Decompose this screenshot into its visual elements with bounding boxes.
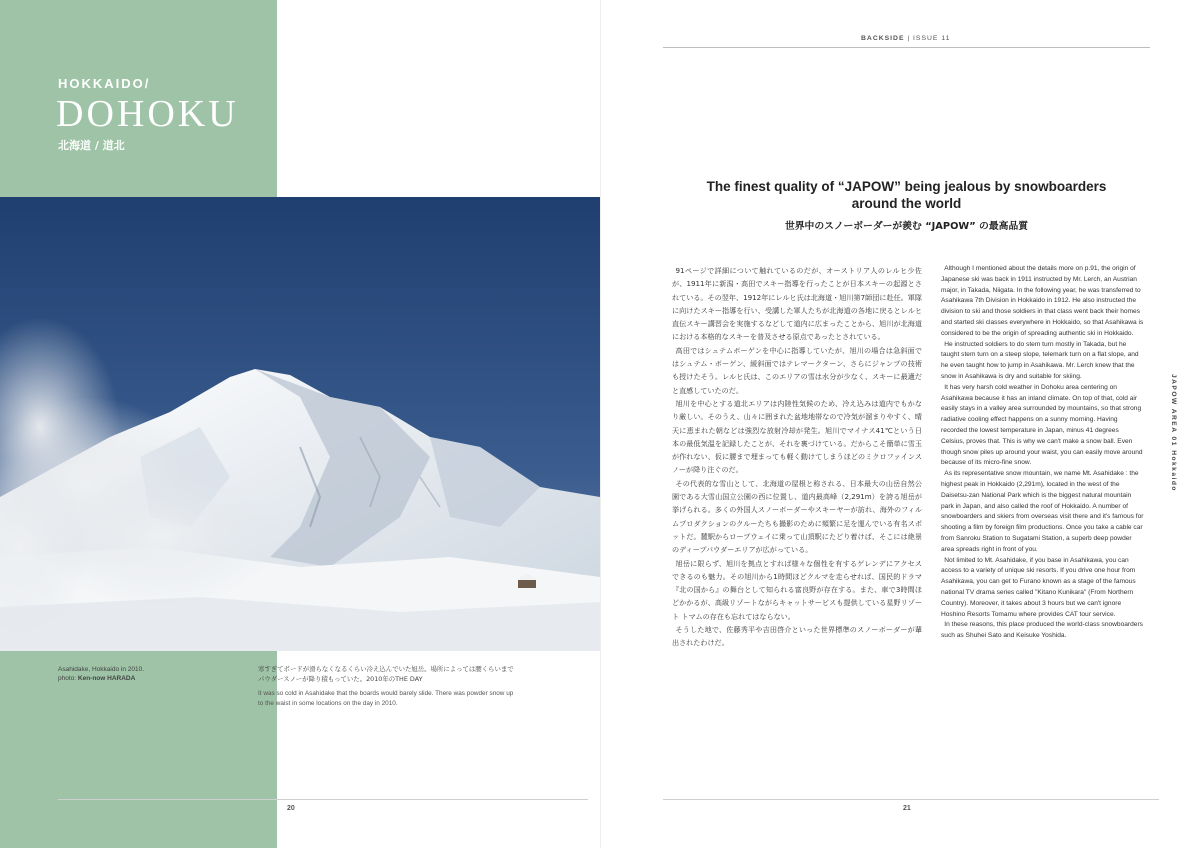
footer-rule-right: [663, 799, 1159, 800]
page-number-left: 20: [287, 805, 295, 812]
vertical-section-label-text: JAPOW AREA 01 Hokkaido: [1170, 374, 1177, 492]
paragraph-jp: そうした地で、佐藤秀平や吉田啓介といった世界標準のスノーボーダーが輩出されたわけだ。: [672, 625, 922, 648]
body-column-english: [941, 264, 1144, 642]
header-rule: [663, 47, 1150, 48]
paragraph-en: In these reasons, this place produced the world-class snowboarders such as Shuhei Sato and Keisuke Yoshida.: [941, 621, 1143, 640]
header-brand: BACKSIDE: [861, 35, 905, 42]
running-header: [861, 35, 950, 42]
page-gutter: [600, 0, 601, 848]
region-title: DOHOKU: [56, 93, 239, 135]
paragraph-en: Not limited to Mt. Asahidake, if you base in Asahikawa, you can access to a variety of unique ski resorts. If you drive one hour from Asahikawa, you can get to Furano known as a stage of the famous national TV drama series called "Kitano Kunikara" (From Northern Country). Moreover, it takes about 3 hours but we can't ignore Hoshino Resorts Tomamu where provides CAT tour service.: [941, 556, 1136, 618]
photo-caption-location: Asahidake, Hokkaido in 2010.: [58, 666, 145, 673]
paragraph-jp: 旭岳に限らず、旭川を拠点とすれば様々な個性を有するゲレンデにアクセスできるのも魅力。その旭川から1時間ほどクルマを走らせれば、国民的ドラマ『北の国から』の舞台として知られる富良野が存在する。また、車で3時間ほどかかるが、高級リゾートながらキャットサービスも提供している星野リゾート トマムの存在も忘れてはならない。: [672, 558, 922, 621]
page-number-right: 21: [903, 805, 911, 812]
paragraph-jp: 高田ではシュテムボーゲンを中心に指導していたが、旭川の場合は急斜面ではシュテム・ボーゲン、緩斜面ではテレマークターン、さらにジャンプの技術も授けたそう。レルヒ氏は、このエリアの雪は水分が少なく、スキーに最適だと直感していたのだ。: [672, 345, 922, 395]
paragraph-jp: 91ページで詳細について触れているのだが、オーストリア人のレルヒ少佐が、1911年に新潟・高田でスキー指導を行ったことが日本スキーの起源とされている。その翌年、1912年にレルヒ氏は北海道・旭川第7師団に赴任。軍隊に向けたスキー指導を行い、受講した軍人たちが北海道の各地に戻るとレルヒ直伝スキー講習会を実施するなどして道内に広まったことから、旭川が北海道における本格的なスキーを普及させる原点であったとされている。: [672, 266, 922, 342]
paragraph-jp: 旭川を中心とする道北エリアは内陸性気候のため、冷え込みは道内でもかなり厳しい。そのうえ、山々に囲まれた盆地地帯なので冷気が溜まりやすく、晴天に恵まれた朝などは強烈な放射冷却が発生。旭川でマイナス41℃という日本の最低気温を記録したことが、それを裏づけている。だからこそ簡単に雪玉が作れない、仮に腰まで埋まっても軽く動けてしまうほどのミクロファインスノーが降り注ぐのだ。: [672, 398, 922, 475]
photo-caption: [58, 665, 144, 683]
header-issue: ISSUE 11: [913, 35, 951, 42]
photo-credit: [58, 674, 144, 683]
vertical-section-label: [1168, 374, 1177, 492]
paragraph-en: Although I mentioned about the details more on p.91, the origin of Japanese ski was back in 1911 instructed by Mr. Lerch, an Austrian major, in Takada, Niigata. In the following year, he was transferred to Asahikawa 7th Division in Hokkaido in 1912. He also instructed the division to ski and those soldiers in that class went back their homes and started ski classes everywhere in Hokkaido, so that Asahikawa is considered to be the origin of spreading authentic ski in Hokkaido.: [941, 265, 1144, 337]
footer-rule-left: [58, 799, 588, 800]
photo-credit-name: Ken-now HARADA: [77, 675, 136, 682]
region-label: HOKKAIDO/: [58, 76, 151, 91]
photo-credit-prefix: photo:: [58, 675, 78, 682]
mountain-photo: [0, 197, 600, 651]
region-title-japanese: 北海道 / 道北: [58, 139, 125, 152]
paragraph-jp: その代表的な雪山として、北海道の屋根と称される、日本最大の山岳自然公園である大雪山国立公園の西に位置し、道内最高峰（2,291m）を誇る旭岳が挙げられる。多くの外国人スノーボーダーやスキーヤーが訪れ、海外のフィルムプロダクションのクルーたちも撮影のために頻繁に足を運んでいる有名スポットだ。麓駅からロープウェイに乗って山頂駅にたどり着けば、そこには絶景のディープパウダーエリアが広がっている。: [672, 478, 922, 555]
article-headline: The finest quality of “JAPOW” being jealous by snowboarders around the world: [706, 179, 1107, 211]
body-column-japanese: [672, 264, 922, 650]
article-subhead-japanese: 世界中のスノーボーダーが羨む “JAPOW” の最高品質: [784, 221, 1029, 232]
paragraph-en: As its representative snow mountain, we name Mt. Asahidake : the highest peak in Hokkaido (2,291m), located in the west of the Daisetsu-zan National Park which is the biggest natural mountain park in Japan, and also called the roof of Hokkaido. A number of snowboarders and skiers from overseas visit there and it's famous for shooting a film by foreign film productions. Once you take a cable car from Sanroku Station to Sugatami Station, a superb deep powder area spreads right in front of you.: [941, 470, 1144, 553]
paragraph-en: He instructed soldiers to do stem turn mostly in Takada, but he taught stem turn on a steep slope, telemark turn on a flat slope, and he even taught how to jump in Asahikawa. Mr. Lerch knew that the snow in Asahikawa is dry and suitable for skiing.: [941, 340, 1139, 380]
paragraph-en: It has very harsh cold weather in Dohoku area centering on Asahikawa because it has an inland climate. On top of that, cold air easily stays in a valley area surrounded by mountains, so that strong radiative cooling effect happens on a sunny morning. Having recorded the lowest temperature in Japan, minus 41 degrees Celsius, proves that. This is why we can't make a snow ball. Even though snow piles up around your waist, you can easily move around because of its micro-fine snow.: [941, 383, 1143, 467]
header-separator: |: [907, 35, 911, 42]
photo-caption-english: It was so cold in Asahidake that the boards would barely slide. There was powder snow up to the waist in some locations on the day in 2010.: [258, 690, 514, 707]
photo-caption-japanese: 寒すぎてボードが滑らなくなるくらい冷え込んでいた旭岳。場所によっては腰くらいまでパウダースノーが降り積もっていた。2010年のTHE DAY: [258, 665, 514, 683]
